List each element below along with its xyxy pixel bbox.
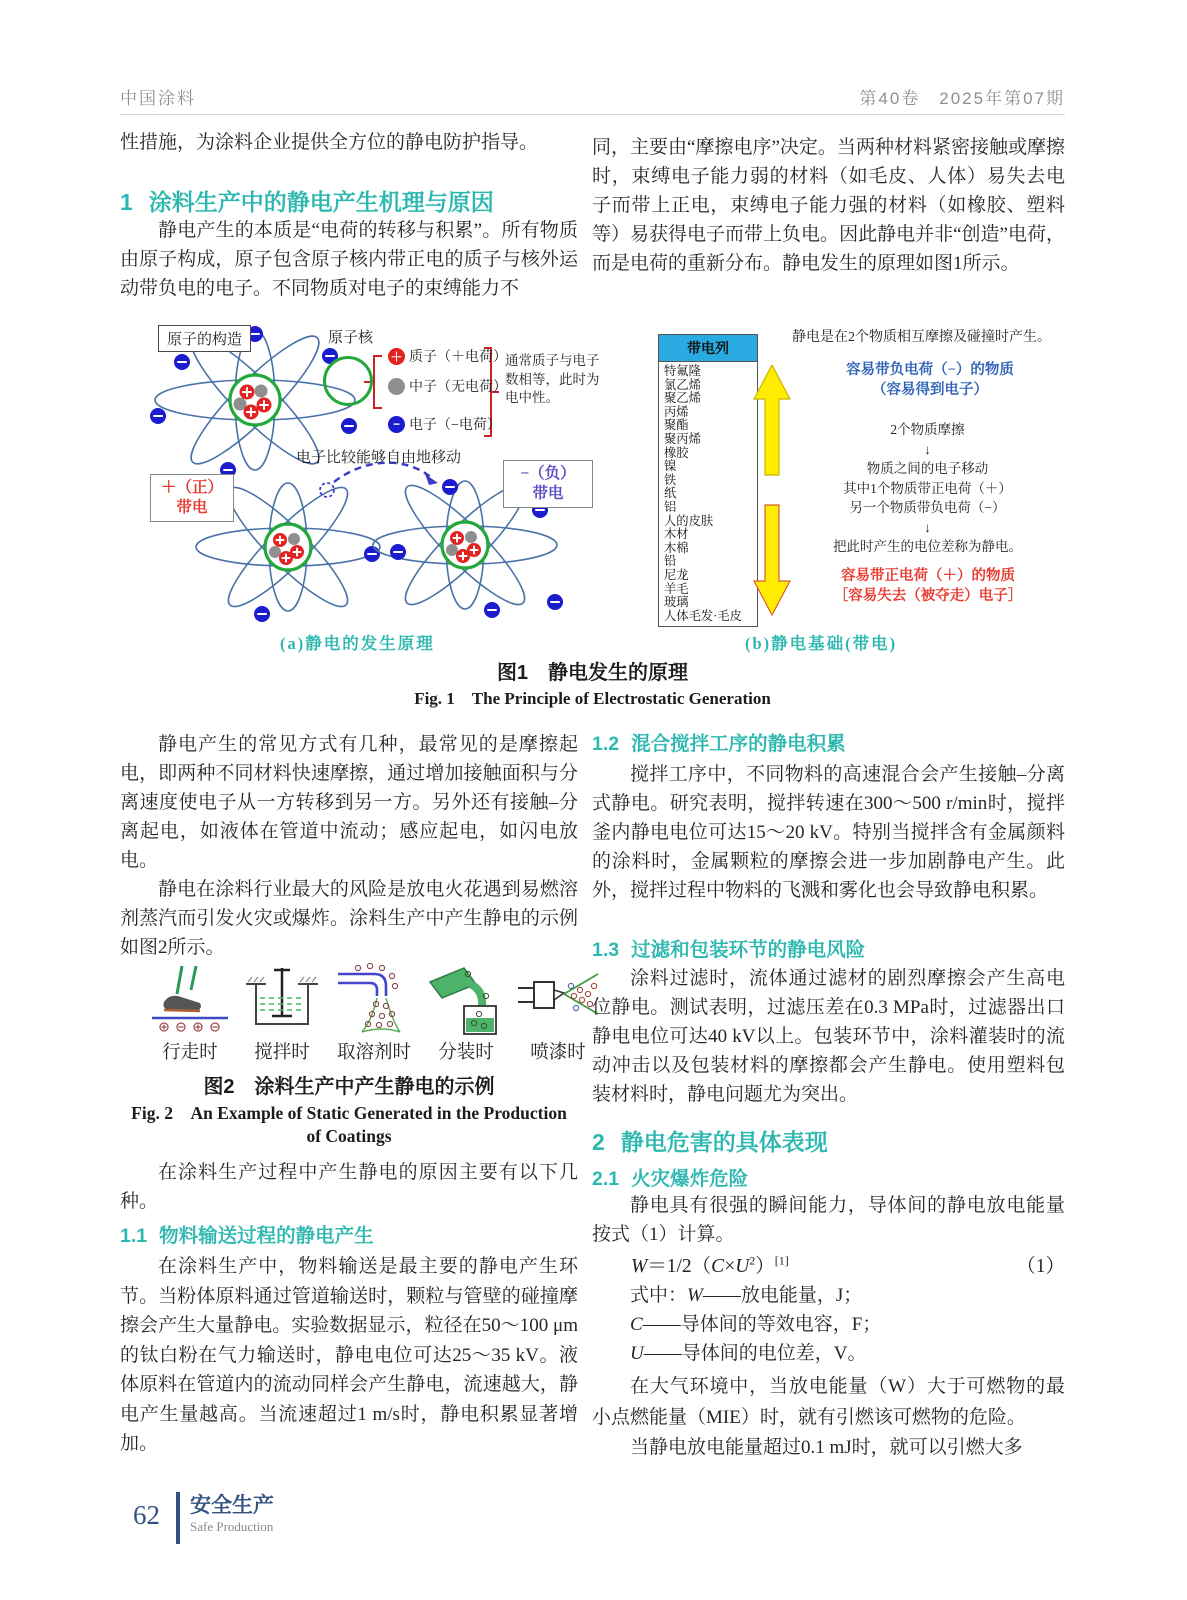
electron bbox=[484, 602, 500, 618]
footer-section bbox=[190, 1494, 274, 1536]
issue-info: 第40卷 2025年第07期 bbox=[859, 89, 1065, 108]
figure-1b-caption: (b)静电基础(带电) bbox=[745, 634, 898, 653]
table-row: 人体毛发·毛皮 bbox=[664, 608, 742, 623]
table-row: 橡胶 bbox=[664, 445, 689, 460]
footer-section-cn: 安全生产 bbox=[190, 1494, 274, 1517]
table-row: 聚酯 bbox=[664, 418, 689, 433]
figure2-item-stirring bbox=[240, 962, 324, 1063]
figure2-label: 搅拌时 bbox=[254, 1043, 310, 1063]
section-2-1-heading: 2.1 火灾爆炸危险 bbox=[592, 1168, 749, 1190]
table-row: 羊毛 bbox=[664, 581, 689, 596]
paragraph: 静电在涂料行业最大的风险是放电火花遇到易燃溶剂蒸汽而引发火灾或爆炸。涂料生产中产生静电的示例如图2所示。 bbox=[120, 879, 578, 958]
table-row: 丙烯 bbox=[664, 404, 689, 419]
walking-icon bbox=[148, 962, 232, 1036]
figure2-item-dispensing bbox=[424, 962, 508, 1063]
table-row: 镍 bbox=[664, 459, 677, 474]
solvent-icon bbox=[332, 962, 416, 1036]
header-divider bbox=[120, 114, 1065, 115]
paragraph: 静电产生的本质是“电荷的转移与积累”。所有物质由原子构成，原子包含原子核内带正电的质子与核外运动带负电的电子。不同物质对电子的束缚能力不 bbox=[120, 220, 578, 299]
figure-1b-triboelectric bbox=[655, 322, 1065, 652]
formula-where-lines bbox=[592, 1281, 1065, 1368]
paragraph: 性措施，为涂料企业提供全方位的静电防护指导。 bbox=[120, 132, 539, 153]
table-row: 铅 bbox=[664, 554, 677, 569]
paragraph: 静电具有很强的瞬间能力，导体间的静电放电能量按式（1）计算。 bbox=[592, 1195, 1065, 1245]
positive-charge-box: ＋（正） 带电 bbox=[150, 474, 234, 522]
table-row: 人的皮肤 bbox=[664, 513, 714, 528]
table-row: 聚乙烯 bbox=[664, 391, 701, 406]
paragraph: 在大气环境中，当放电能量（W）大于可燃物的最小点燃能量（MIE）时，就有引燃该可燃物的危险。 bbox=[592, 1376, 1065, 1428]
formula-number: （1） bbox=[1016, 1256, 1065, 1277]
figure2-label: 行走时 bbox=[162, 1043, 218, 1063]
table-row: 氯乙烯 bbox=[664, 377, 701, 392]
paragraph: 搅拌工序中，不同物料的高速混合会产生接触–分离式静电。研究表明，搅拌转速在300～500 r/min时，搅拌釜内静电电位可达15～20 kV。特别当搅拌含有金属颜料的涂料时，金属颗粒的摩擦会进一步加剧静电产生。此外，搅拌过程中物料的飞溅和雾化也会导致静电积累。 bbox=[592, 764, 1065, 901]
arrow-up-icon bbox=[754, 365, 790, 475]
stirring-icon bbox=[240, 962, 324, 1036]
electron bbox=[174, 354, 190, 370]
triboelectric-table bbox=[658, 334, 758, 627]
where-line: U——导体间的电位差，V。 bbox=[630, 1343, 867, 1364]
static-intro-note: 静电是在2个物质相互摩擦及碰撞时产生。 bbox=[792, 330, 1051, 345]
electron bbox=[442, 479, 458, 495]
journal-name: 中国涂料 bbox=[120, 89, 196, 108]
section-2-heading: 2 静电危害的具体表现 bbox=[592, 1129, 828, 1155]
table-row: 铁 bbox=[664, 472, 677, 487]
electron bbox=[547, 594, 563, 610]
dispensing-icon bbox=[424, 962, 508, 1036]
where-line: C——导体间的等效电容，F； bbox=[630, 1314, 882, 1335]
table-row: 玻璃 bbox=[664, 595, 689, 610]
spray-gun-icon bbox=[516, 962, 600, 1036]
where-line: 式中：W——放电能量，J； bbox=[630, 1285, 863, 1306]
paragraph: 涂料过滤时，流体通过滤材的剧烈摩擦会产生高电位静电。测试表明，过滤压差在0.3 MPa时，过滤器出口静电电位可达40 kV以上。包装环节中，涂料灌装时的流动冲击以及包装材料的摩擦都会产生静电。使用塑料包装材料时，静电问题尤为突出。 bbox=[592, 968, 1065, 1105]
table-row: 特氟隆 bbox=[664, 364, 701, 378]
negative-charge-box: −（负） 带电 bbox=[503, 460, 593, 508]
electron bbox=[150, 408, 166, 424]
figure2-item-spraying bbox=[516, 962, 600, 1063]
electron-move-label: 电子比较能够自由地移动 bbox=[296, 450, 462, 466]
table-row: 木棉 bbox=[664, 540, 689, 555]
paragraph: 静电产生的常见方式有几种，最常见的是摩擦起电，即两种不同材料快速摩擦，通过增加接触面积与分离速度使电子从一方转移到另一方。另外还有接触–分离起电，如液体在管道中流动；感应起电，如闪电放电。 bbox=[120, 734, 578, 871]
page-number: 62 bbox=[133, 1500, 160, 1530]
nucleus-label: 原子核 bbox=[328, 330, 374, 346]
electron bbox=[364, 546, 380, 562]
figure-1 bbox=[120, 322, 1065, 712]
table-row: 尼龙 bbox=[664, 567, 689, 582]
section-1-heading: 1 涂料生产中的静电产生机理与原因 bbox=[120, 189, 494, 215]
neutral-note: 通常质子与电子数相等，此时为电中性。 bbox=[505, 353, 600, 405]
figure-2-caption-cn: 图2 涂料生产中产生静电的示例 bbox=[203, 1076, 495, 1098]
electron bbox=[341, 418, 357, 434]
table-row: 纸 bbox=[664, 486, 677, 501]
figure2-item-solvent bbox=[332, 962, 416, 1063]
formula-expression: $W=1/2(C\times U^2)[1]$ bbox=[631, 1253, 789, 1277]
figure2-label: 分装时 bbox=[438, 1043, 494, 1063]
figure-1a-caption: (a)静电的发生原理 bbox=[280, 634, 435, 653]
paragraph: 在涂料生产中，物料输送是最主要的静电产生环节。当粉体原料通过管道输送时，颗粒与管壁的碰撞摩擦会产生大量静电。实验数据显示，粒径在50～100 μm的钛白粉在气力输送时，静电电位可达25～35 kV。液体原料在管道内的流动同样会产生静电，流速越大，静电产生量越高。当流速超过1 m/s时，静电积累显著增加。 bbox=[120, 1256, 578, 1454]
table-row: 聚丙烯 bbox=[664, 431, 701, 446]
polarity-arrows bbox=[750, 365, 794, 617]
negative-materials-note: 容易带负电荷（−）的物质 （容易得到电子） bbox=[846, 362, 1014, 398]
paragraph: 同，主要由“摩擦电序”决定。当两种材料紧密接触或摩擦时，束缚电子能力弱的材料（如毛皮、人体）易失去电子而带上正电，束缚电子能力强的材料（如橡胶、塑料等）易获得电子而带上负电。因此静电并非“创造”电荷，而是电荷的重新分布。静电发生的原理如图1所示。 bbox=[592, 137, 1065, 274]
legend-neutron: 中子（无电荷） bbox=[388, 376, 507, 396]
friction-flow: 2个物质摩擦 ↓ 物质之间的电子移动 其中1个物质带正电荷（＋） 另一个物质带负电荷（−） ↓ 把此时产生的电位差称为静电。 bbox=[833, 422, 1022, 554]
legend-proton: ＋ 质子（＋电荷） bbox=[388, 346, 507, 366]
electron-icon: − bbox=[388, 416, 405, 433]
formula-1 bbox=[592, 1250, 1065, 1278]
proton-icon: ＋ bbox=[388, 348, 405, 365]
footer-divider bbox=[176, 1492, 180, 1544]
figure-2-caption-en: Fig. 2 An Example of Static Generated in the Production bbox=[131, 1103, 567, 1123]
section-1-2-heading: 1.2 混合搅拌工序的静电积累 bbox=[592, 733, 846, 755]
table-title: 带电列 bbox=[659, 335, 757, 362]
paragraph: 在涂料生产过程中产生静电的原因主要有以下几种。 bbox=[120, 1162, 578, 1212]
atom-structure-label: 原子的构造 bbox=[158, 325, 251, 352]
figure-1-caption-en: Fig. 1 The Principle of Electrostatic Generation bbox=[414, 689, 771, 708]
figure-2 bbox=[120, 962, 590, 1152]
nucleus-ring-glyph bbox=[323, 356, 373, 406]
arrow-down-icon bbox=[754, 505, 790, 615]
electron bbox=[390, 544, 406, 560]
figure2-label: 喷漆时 bbox=[530, 1043, 586, 1063]
section-1-1-heading: 1.1 物料输送过程的静电产生 bbox=[120, 1225, 374, 1247]
footer-section-en: Safe Production bbox=[190, 1519, 274, 1534]
figure-1a-atoms bbox=[120, 322, 600, 653]
paragraph: 当静电放电能量超过0.1 mJ时，就可以引燃大多 bbox=[630, 1437, 1023, 1458]
legend-electron: − 电子（−电荷） bbox=[388, 414, 501, 434]
figure-2-caption-en2: of Coatings bbox=[306, 1126, 392, 1146]
neutron-icon bbox=[388, 378, 405, 395]
section-1-3-heading: 1.3 过滤和包装环节的静电风险 bbox=[592, 939, 866, 961]
electron-transfer-arrow bbox=[334, 463, 458, 495]
electron bbox=[254, 606, 270, 622]
figure2-label: 取溶剂时 bbox=[336, 1043, 411, 1063]
table-row: 木材 bbox=[664, 527, 689, 542]
positive-materials-note: 容易带正电荷（＋）的物质 ［容易失去（被夺走）电子］ bbox=[833, 568, 1023, 604]
figure2-item-walking bbox=[148, 962, 232, 1063]
figure-1-caption-cn: 图1 静电发生的原理 bbox=[496, 662, 689, 684]
table-row: 铝 bbox=[664, 499, 677, 514]
